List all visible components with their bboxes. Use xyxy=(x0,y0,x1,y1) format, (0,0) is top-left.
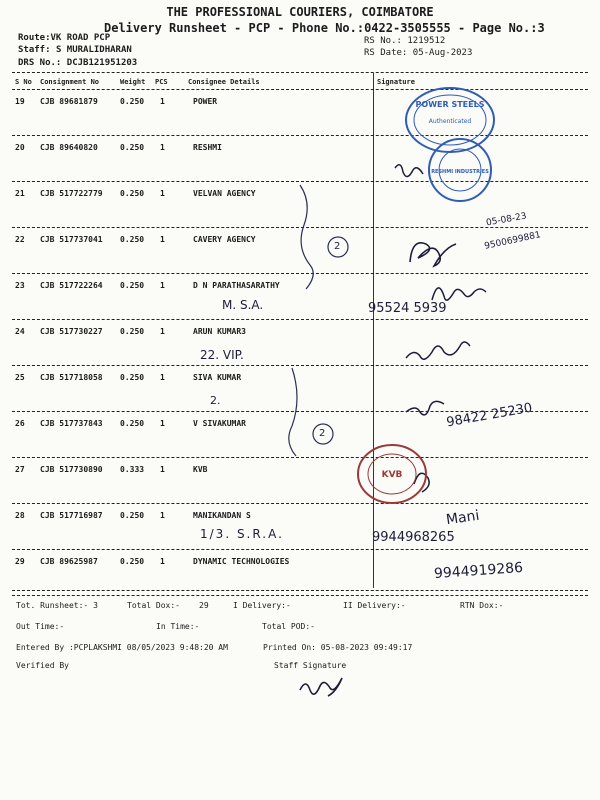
row-pcs: 1 xyxy=(160,511,165,520)
kvb-stamp xyxy=(355,442,430,507)
hand-note-row24: 22. VIP. xyxy=(200,348,244,362)
signature-scribble-24 xyxy=(406,342,470,359)
row-consignment-no: CJB 89625987 xyxy=(40,557,98,566)
row-pcs: 1 xyxy=(160,235,165,244)
row-weight: 0.250 xyxy=(120,373,145,382)
row-weight: 0.250 xyxy=(120,189,145,198)
rs-no-value: 1219512 xyxy=(407,36,446,46)
row-sno: 19 xyxy=(15,97,25,106)
signature-scribble-23 xyxy=(432,288,486,300)
row-weight: 0.250 xyxy=(120,511,145,520)
row-consignment-no: CJB 517737041 xyxy=(40,235,103,244)
col-header-weight: Weight xyxy=(120,78,146,86)
row-pcs: 1 xyxy=(160,327,165,336)
row-consignee: RESHMI xyxy=(193,143,222,152)
staff-signature-label: Staff Signature xyxy=(274,661,347,670)
hand-phone-row28: 9944968265 xyxy=(372,530,455,545)
row-pcs: 1 xyxy=(160,97,165,106)
col-header-pcs: PCS xyxy=(155,78,168,86)
row-sno: 21 xyxy=(15,189,25,198)
tot-runsheet: Tot. Runsheet:- 3 xyxy=(16,601,98,610)
ii-delivery: II Delivery:- xyxy=(343,601,406,610)
row-consignment-no: CJB 517730227 xyxy=(40,327,103,336)
runsheet-subtitle: Delivery Runsheet - PCP - Phone No.:0422-3505555 - Page No.:3 xyxy=(104,21,545,35)
hand-note-row23: M. S.A. xyxy=(222,298,264,312)
row-pcs: 1 xyxy=(160,281,165,290)
hand-note-row28: 1/3. S.R.A. xyxy=(200,527,284,541)
brace-mark-2 xyxy=(289,368,297,456)
col-header-sno: S No xyxy=(15,78,32,86)
row-weight: 0.250 xyxy=(120,143,145,152)
hand-phone-row26: 98422 25230 xyxy=(445,400,534,431)
row-consignment-no: CJB 517737843 xyxy=(40,419,103,428)
out-time: Out Time:- xyxy=(16,622,65,631)
col-header-consignee: Consignee Details xyxy=(188,78,260,86)
stamp-kvb-text: KVB xyxy=(381,470,403,480)
rs-date-label: RS Date: xyxy=(364,48,408,58)
row-consignment-no: CJB 517718058 xyxy=(40,373,103,382)
route-value: VK ROAD PCP xyxy=(50,33,111,43)
col-header-signature: Signature xyxy=(377,78,415,86)
printed-on: Printed On: 05-08-2023 09:49:17 xyxy=(263,643,413,652)
row-consignment-no: CJB 517716987 xyxy=(40,511,103,520)
row-sno: 29 xyxy=(15,557,25,566)
row-weight: 0.250 xyxy=(120,557,145,566)
row-consignee: VELVAN AGENCY xyxy=(193,189,256,198)
i-delivery: I Delivery:- xyxy=(233,601,291,610)
row-pcs: 1 xyxy=(160,557,165,566)
row-sno: 25 xyxy=(15,373,25,382)
drs-value: DCJB121951203 xyxy=(66,58,138,68)
hand-date-row22: 05-08-23 xyxy=(485,211,528,229)
row-sno: 23 xyxy=(15,281,25,290)
brace-mark-1 xyxy=(300,185,313,289)
row-consignee: MANIKANDAN S xyxy=(193,511,251,520)
hand-phone-row29: 9944919286 xyxy=(433,559,524,583)
row-consignment-no: CJB 89640820 xyxy=(40,143,98,152)
row-sno: 22 xyxy=(15,235,25,244)
row-weight: 0.250 xyxy=(120,281,145,290)
hand-name-row28: Mani xyxy=(445,507,481,529)
row-sno: 27 xyxy=(15,465,25,474)
row-pcs: 1 xyxy=(160,373,165,382)
staff-value: S MURALIDHARAN xyxy=(55,45,132,55)
route-label: Route: xyxy=(18,33,51,43)
col-header-consignment: Consignment No xyxy=(40,78,100,86)
row-consignee: D N PARATHASARATHY xyxy=(193,281,280,290)
total-dox-label: Total Dox:- xyxy=(127,601,180,610)
row-consignment-no: CJB 517722779 xyxy=(40,189,103,198)
entered-by: Entered By :PCPLAKSHMI 08/05/2023 9:48:20 AM xyxy=(16,643,228,652)
rtn-dox: RTN Dox:- xyxy=(460,601,504,610)
row-consignee: ARUN KUMAR3 xyxy=(193,327,246,336)
row-pcs: 1 xyxy=(160,465,165,474)
in-time: In Time:- xyxy=(156,622,200,631)
signature-scribble-22 xyxy=(410,243,456,266)
row-pcs: 1 xyxy=(160,419,165,428)
drs-label: DRS No.: xyxy=(18,58,62,68)
row-consignment-no: CJB 517722264 xyxy=(40,281,103,290)
row-sno: 26 xyxy=(15,419,25,428)
circled-number-1: 2 xyxy=(334,241,341,252)
total-dox-value: 29 xyxy=(199,601,209,610)
verified-by: Verified By xyxy=(16,661,69,670)
signature-scribble-26 xyxy=(406,401,444,414)
stamp-authenticated-text: Authenticated xyxy=(428,118,472,125)
footer-top-rule xyxy=(12,590,588,591)
row-consignee: SIVA KUMAR xyxy=(193,373,242,382)
circled-number-2: 2 xyxy=(319,428,326,439)
staff-signature-scribble xyxy=(300,678,342,696)
row-consignment-no: CJB 517730890 xyxy=(40,465,103,474)
row-consignee: POWER xyxy=(193,97,218,106)
row-consignee: KVB xyxy=(193,465,208,474)
row-pcs: 1 xyxy=(160,143,165,152)
row-sno: 28 xyxy=(15,511,25,520)
total-pod: Total POD:- xyxy=(262,622,315,631)
row-consignee: V SIVAKUMAR xyxy=(193,419,246,428)
row-weight: 0.250 xyxy=(120,97,145,106)
rs-date-value: 05-Aug-2023 xyxy=(412,48,473,58)
row-consignment-no: CJB 89681879 xyxy=(40,97,98,106)
stamp-reshmi-text: RESHMI INDUSTRIES xyxy=(431,169,489,175)
row-consignee: CAVERY AGENCY xyxy=(193,235,256,244)
hand-phone-row22: 9500699881 xyxy=(483,230,542,252)
row-weight: 0.250 xyxy=(120,327,145,336)
row-weight: 0.250 xyxy=(120,419,145,428)
hand-phone-row23: 95524 5939 xyxy=(368,301,447,316)
signature-scribble-20 xyxy=(395,165,423,177)
hand-note-row25: 2. xyxy=(210,394,221,407)
row-consignee: DYNAMIC TECHNOLOGIES xyxy=(193,557,290,566)
reshmi-stamp xyxy=(425,135,495,205)
row-weight: 0.333 xyxy=(120,465,145,474)
staff-label: Staff: xyxy=(18,45,51,55)
stamp-power-steels-text: POWER STEELS xyxy=(415,100,485,109)
row-weight: 0.250 xyxy=(120,235,145,244)
row-pcs: 1 xyxy=(160,189,165,198)
company-title: THE PROFESSIONAL COURIERS, COIMBATORE xyxy=(166,5,434,19)
row-sno: 20 xyxy=(15,143,25,152)
rs-no-label: RS No.: xyxy=(364,36,402,46)
row-sno: 24 xyxy=(15,327,25,336)
